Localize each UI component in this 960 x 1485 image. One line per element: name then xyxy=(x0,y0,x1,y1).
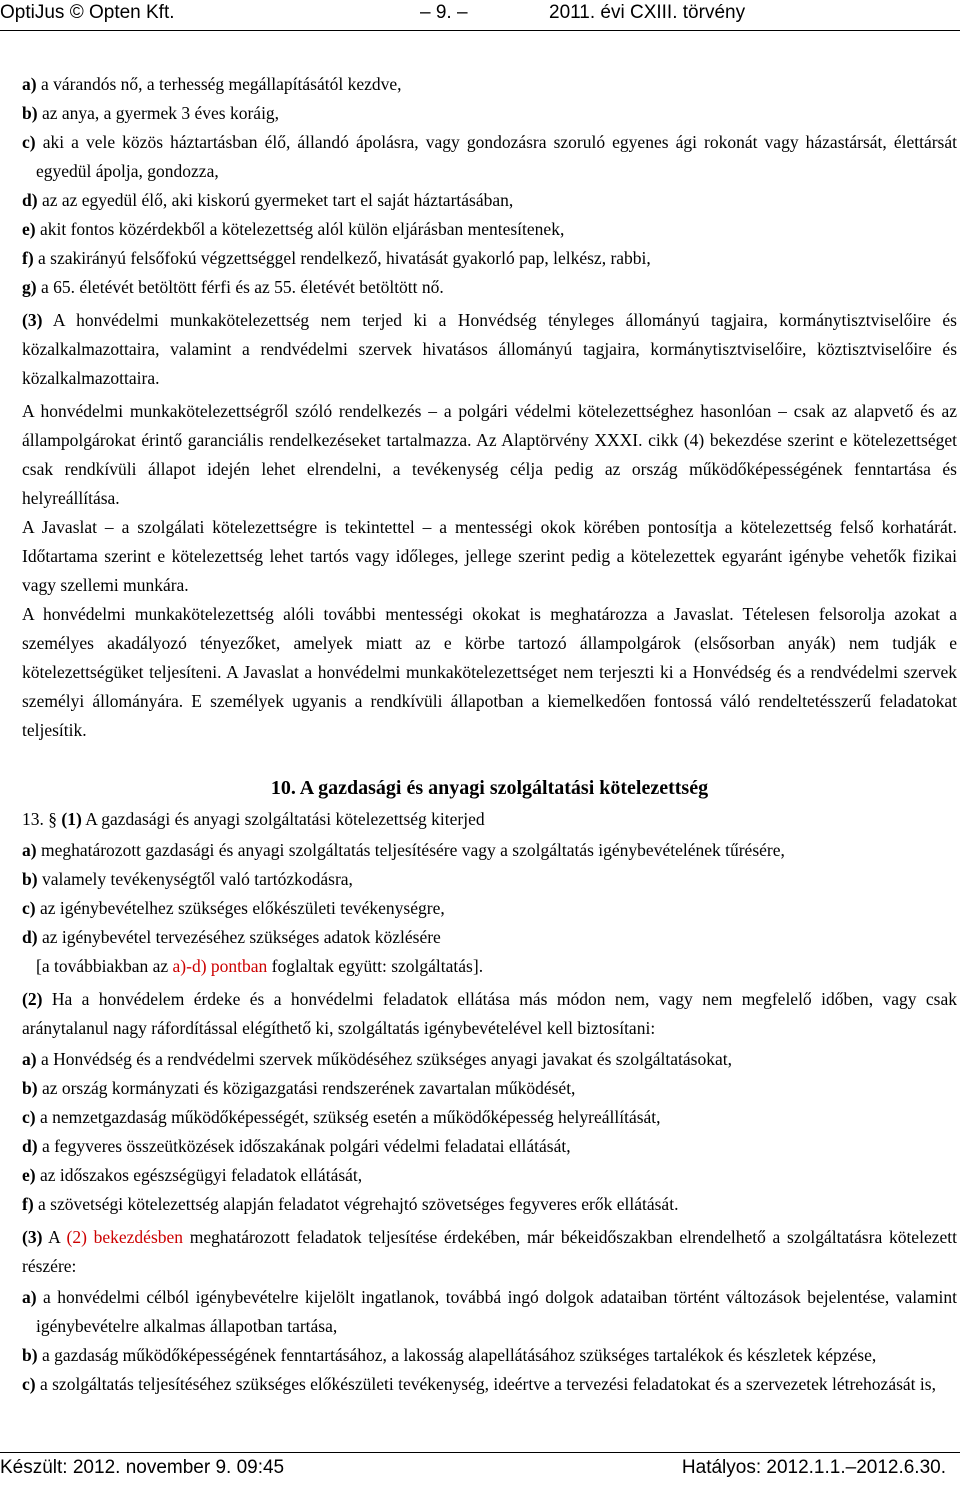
paragraph-label: (2) xyxy=(22,989,43,1009)
peacetime-list xyxy=(22,1283,957,1399)
list-text: a szakirányú felsőfokú végzettséggel rendelkező, hivatását gyakorló pap, lelkész, rabbi, xyxy=(38,248,651,268)
purpose-list xyxy=(22,1045,957,1219)
list-label: b) xyxy=(22,1078,38,1098)
header-law-title: 2011. évi CXIII. törvény xyxy=(549,2,746,23)
list-text: a várandós nő, a terhesség megállapításától kezdve, xyxy=(40,74,402,94)
reference-link[interactable]: (2) bekezdésben xyxy=(66,1227,184,1247)
list-text: a szövetségi kötelezettség alapján feladatot végrehajtó szövetséges fegyveres erők ellátását. xyxy=(38,1194,679,1214)
document-body xyxy=(22,70,957,1399)
footer-created: Készült: 2012. november 9. 09:45 xyxy=(0,1457,285,1478)
reference-link[interactable]: a)-d) pontban xyxy=(172,956,268,976)
list-item xyxy=(22,99,957,128)
paragraph-text: meghatározott feladatok teljesítése érdekében, már békeidőszakban elrendelhető a szolgáltatásra kötelezett részére: xyxy=(22,1227,957,1276)
chapter-title: 10. A gazdasági és anyagi szolgáltatási kötelezettség xyxy=(270,777,709,799)
list-text: meghatározott gazdasági és anyagi szolgáltatás teljesítésére vagy a szolgáltatás igénybevételének tűrésére, xyxy=(40,840,785,860)
list-label: f) xyxy=(22,248,34,268)
commentary-paragraph: A honvédelmi munkakötelezettség alóli további mentességi okokat is meghatározza a Javaslat. Tételesen felsorolja azokat a személyes akadályozó tényezőket, amelyek miatt az e körbe tartozó állampolgárok (elsősorban anyák) nem tudják e kötelezettségüket teljesíteni. A Javaslat a honvédelmi munkakötelezettséget nem terjeszti ki a Honvédség és a rendvédelmi szervek személyi állományára. E személyek ugyanis a rendkívüli állapotban a kiemelkedően fontossá váló rendeltetésszerű feladatokat teljesítik. xyxy=(22,604,957,740)
list-text: az ország kormányzati és közigazgatási rendszerének zavartalan működését, xyxy=(41,1078,576,1098)
list-label: c) xyxy=(22,898,36,918)
list-text: akit fontos közérdekből a kötelezettség alól külön eljárásban mentesítenek, xyxy=(39,219,565,239)
list-item xyxy=(22,836,957,865)
list-text: a nemzetgazdaság működőképességét, szükség esetén a működőképesség helyreállítását, xyxy=(39,1107,661,1127)
list-text: valamely tevékenységtől való tartózkodásra, xyxy=(41,869,353,889)
list-text: az időszakos egészségügyi feladatok ellátását, xyxy=(39,1165,363,1185)
header-divider xyxy=(0,30,960,31)
list-item xyxy=(22,1341,957,1370)
commentary-paragraph: A Javaslat – a szolgálati kötelezettségre is tekintettel – a mentességi okok körében pontosítja a kötelezettség felső korhatárát. Időtartama szerint e kötelezettség lehet tartós vagy időleges, jellege szerint pedig a kötelezettek egyaránt igénybe vehetők fizikai vagy szellemi munkára. xyxy=(22,517,957,595)
list-text: az igénybevétel tervezéséhez szükséges adatok közlésére xyxy=(41,927,441,947)
section-13-paragraph-3 xyxy=(22,1223,957,1281)
list-item xyxy=(22,1370,957,1399)
list-item xyxy=(22,1103,957,1132)
paragraph-label: (3) xyxy=(22,310,43,330)
section-13-paragraph-1 xyxy=(22,805,957,834)
list-label: b) xyxy=(22,103,38,123)
bracket-text: foglaltak együtt: szolgáltatás]. xyxy=(267,956,484,976)
list-item xyxy=(22,273,957,302)
paragraph-label: (3) xyxy=(22,1227,43,1247)
list-text: a gazdaság működőképességének fenntartásához, a lakosság alapellátásához szükséges tartalékok és készletek képzése, xyxy=(41,1345,877,1365)
bracket-text: [a továbbiakban az xyxy=(36,956,173,976)
list-item xyxy=(22,128,957,186)
paragraph-text: A honvédelmi munkakötelezettség nem terjed ki a Honvédség tényleges állományú tagjaira, kormánytisztviselőire és közalkalmazottaira, valamint a rendvédelmi szervek hivatásos állományú tagjaira, kormánytisztviselőire, köztisztviselőire és közalkalmazottaira. xyxy=(22,310,957,388)
list-item xyxy=(22,1074,957,1103)
list-text: a honvédelmi célból igénybevételre kijelölt ingatlanok, továbbá ingó dolgok adataiban történt változások bejelentése, valamint igénybevételre alkalmas állapotban tartása, xyxy=(36,1287,958,1336)
page-header xyxy=(0,0,960,30)
list-label: a) xyxy=(22,1049,37,1069)
list-label: a) xyxy=(22,74,37,94)
list-item xyxy=(22,1045,957,1074)
paragraph-text: A gazdasági és anyagi szolgáltatási kötelezettség kiterjed xyxy=(85,809,485,829)
list-label: b) xyxy=(22,869,38,889)
section-13-paragraph-2 xyxy=(22,985,957,1043)
list-label: c) xyxy=(22,1107,36,1127)
list-label: e) xyxy=(22,1165,36,1185)
list-text: a 65. életévét betöltött férfi és az 55. életévét betöltött nő. xyxy=(40,277,444,297)
list-label: g) xyxy=(22,277,37,297)
section-number: 13. § xyxy=(22,809,57,829)
service-list xyxy=(22,836,957,952)
list-label: e) xyxy=(22,219,36,239)
list-label: b) xyxy=(22,1345,38,1365)
list-label: d) xyxy=(22,927,38,947)
list-label: f) xyxy=(22,1194,34,1214)
commentary-paragraph: A honvédelmi munkakötelezettségről szóló rendelkezés – a polgári védelmi kötelezettséghez hasonlóan – csak az alapvető és az állampolgárokat érintő garanciális rendelkezéseket tartalmazza. Az Alaptörvény XXXI. cikk (4) bekezdése szerint e kötelezettséget csak rendkívüli állapot idején lehet elrendelni, a tevékenység célja pedig az ország működőképességének fenntartása és helyreállítása. xyxy=(22,401,957,508)
list-item xyxy=(22,923,957,952)
list-item xyxy=(22,70,957,99)
bracket-note xyxy=(22,952,957,981)
footer-divider xyxy=(0,1452,960,1453)
list-label: c) xyxy=(22,132,36,152)
list-text: a Honvédség és a rendvédelmi szervek működéséhez szükséges anyagi javakat és szolgáltatásokat, xyxy=(40,1049,732,1069)
list-item xyxy=(22,1132,957,1161)
list-item xyxy=(22,1161,957,1190)
list-text: az igénybevételhez szükséges előkészületi tevékenységre, xyxy=(39,898,445,918)
list-item xyxy=(22,1283,957,1341)
list-text: a fegyveres összeütközések időszakának polgári védelmi feladatai ellátását, xyxy=(41,1136,571,1156)
list-label: c) xyxy=(22,1374,36,1394)
list-item xyxy=(22,186,957,215)
exemption-list xyxy=(22,70,957,302)
paragraph-text: Ha a honvédelem érdeke és a honvédelmi feladatok ellátása más módon nem, vagy nem megfelelő időben, vagy csak aránytalanul nagy ráfordítással elégíthető ki, szolgáltatás igénybevételével kell biztosítani: xyxy=(22,989,957,1038)
list-label: d) xyxy=(22,190,38,210)
page-footer xyxy=(0,1455,960,1485)
list-label: a) xyxy=(22,1287,37,1307)
list-item xyxy=(22,894,957,923)
paragraph-text: A xyxy=(48,1227,67,1247)
list-text: az anya, a gyermek 3 éves koráig, xyxy=(41,103,280,123)
list-item xyxy=(22,1190,957,1219)
header-publisher: OptiJus © Opten Kft. xyxy=(0,2,175,23)
list-text: az az egyedül élő, aki kiskorú gyermeket tart el saját háztartásában, xyxy=(41,190,514,210)
header-page-number: – 9. – xyxy=(420,2,468,23)
section-13 xyxy=(22,805,957,1399)
list-text: aki a vele közös háztartásban élő, állandó ápolásra, vagy gondozásra szoruló egyenes ági rokonát vagy házastársát, élettársát egyedül ápolja, gondozza, xyxy=(36,132,958,181)
paragraph-label: (1) xyxy=(61,809,82,829)
list-label: a) xyxy=(22,840,37,860)
paragraph-3 xyxy=(22,306,957,393)
list-label: d) xyxy=(22,1136,38,1156)
list-item xyxy=(22,244,957,273)
list-item xyxy=(22,865,957,894)
list-item xyxy=(22,215,957,244)
list-text: a szolgáltatás teljesítéséhez szükséges előkészületi tevékenység, ideértve a tervezési feladatokat és a szervezetek létrehozását is, xyxy=(39,1374,936,1394)
footer-effective: Hatályos: 2012.1.1.–2012.6.30. xyxy=(681,1457,946,1478)
